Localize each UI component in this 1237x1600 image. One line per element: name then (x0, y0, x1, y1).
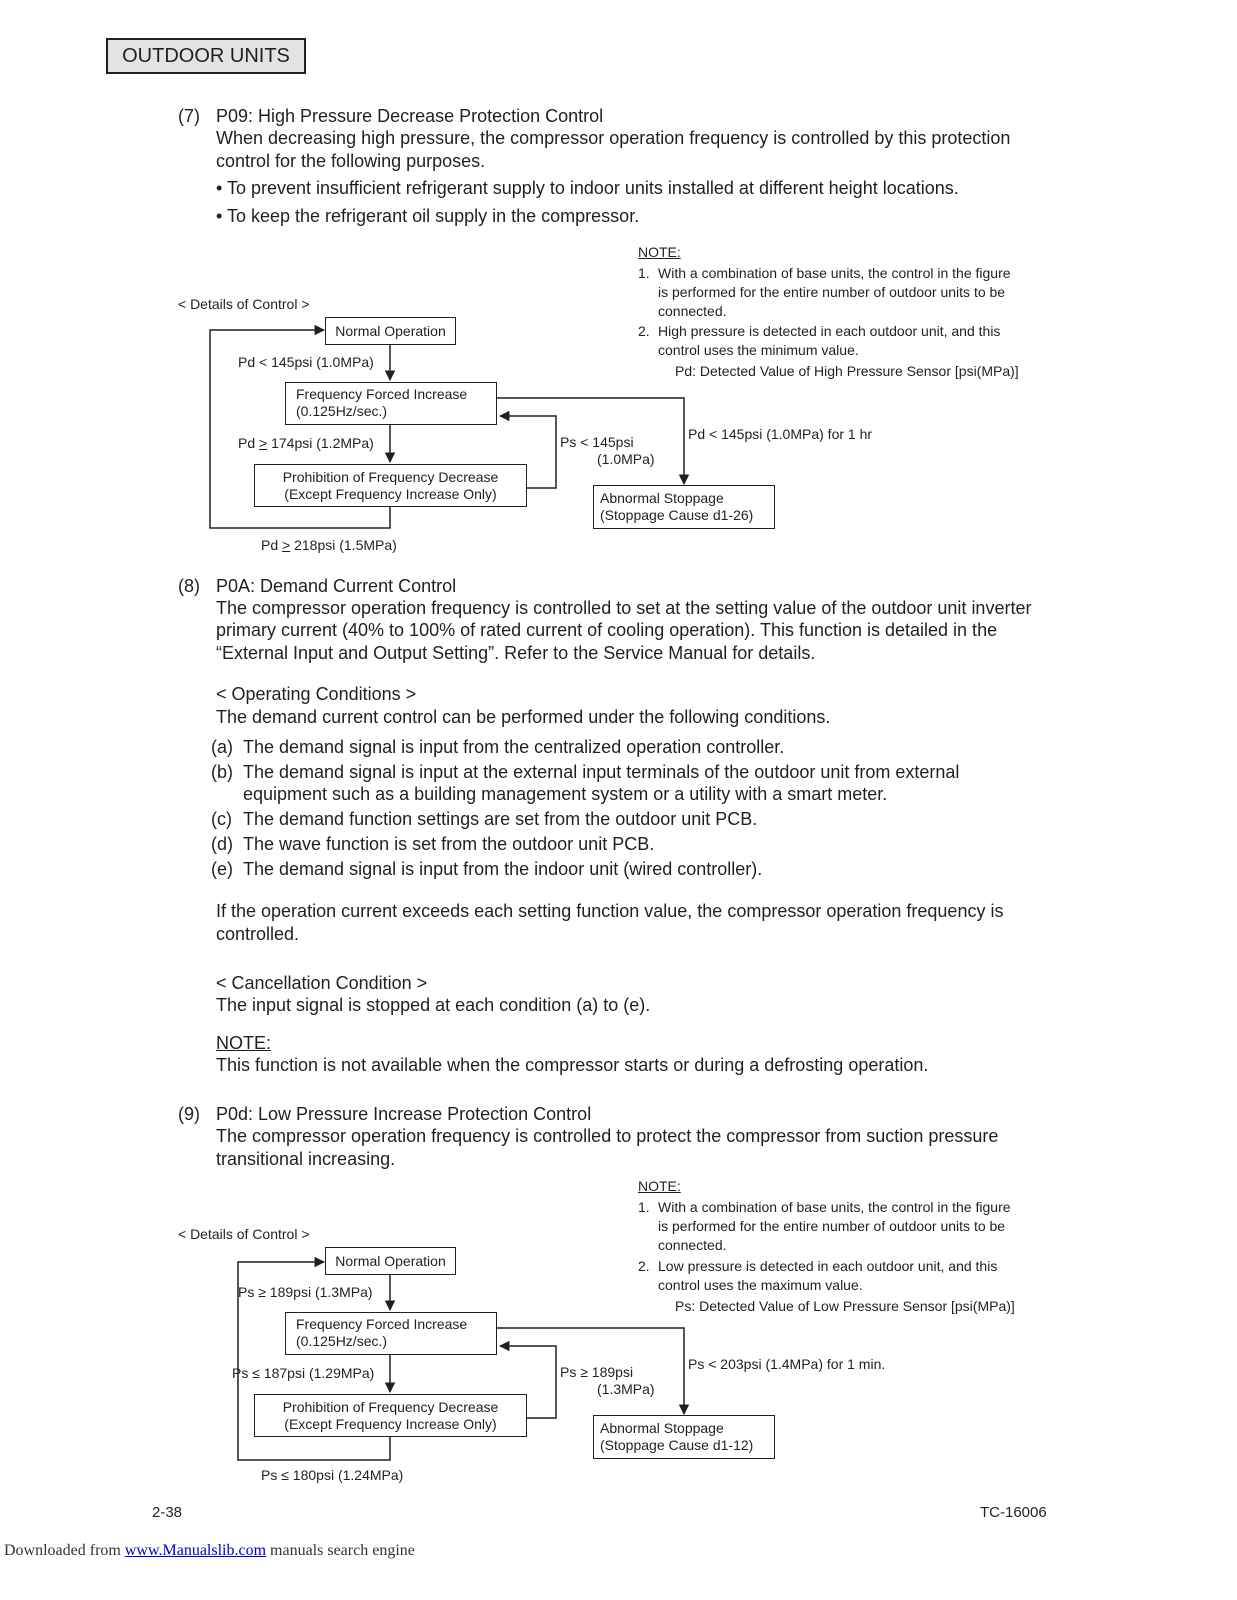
s7-note-2-line1: High pressure is detected in each outdoor unit, and this (658, 323, 1001, 339)
s8-note-heading: NOTE: (216, 1033, 272, 1053)
s8-item-c-label: (c) (211, 809, 232, 829)
s8-item-d-text: The wave function is set from the outdoor unit PCB. (243, 834, 655, 854)
s9-number: (9) (178, 1104, 200, 1124)
s8-operating-conditions-heading: < Operating Conditions > (216, 684, 417, 704)
manualslib-link[interactable]: www.Manualslib.com (124, 1542, 267, 1559)
s8-item-b-text-line2: equipment such as a building management system or a utility with a smart meter. (243, 784, 888, 804)
s9-condition-c-line2: (1.3MPa) (597, 1381, 655, 1397)
s9-note-2-line2: control uses the maximum value. (658, 1277, 863, 1293)
s9-note-1-line3: connected. (658, 1237, 727, 1253)
s7-intro-line2: control for the following purposes. (216, 151, 486, 171)
s9-box-prohibition-frequency-decrease (254, 1394, 527, 1437)
s8-number: (8) (178, 576, 200, 596)
s9-para1-line2: transitional increasing. (216, 1149, 396, 1169)
s7-details-label: < Details of Control > (178, 296, 310, 312)
s7-note-1-num: 1. (638, 265, 650, 281)
s8-para2-line1: If the operation current exceeds each setting function value, the compressor operation frequency is (216, 901, 1004, 921)
s8-operating-conditions-intro: The demand current control can be performed under the following conditions. (216, 707, 831, 727)
s7-number: (7) (178, 106, 200, 126)
download-prefix: Downloaded from (4, 1542, 125, 1559)
s7-note-1-line2: is performed for the entire number of outdoor units to be (658, 284, 1006, 300)
s8-para2-line2: controlled. (216, 924, 300, 944)
s9-note-1-num: 1. (638, 1199, 650, 1215)
s7-ffi-line1: Frequency Forced Increase (296, 386, 468, 402)
s8-para1-line3: “External Input and Output Setting”. Refer to the Service Manual for details. (216, 643, 816, 663)
s8-para1-line1: The compressor operation frequency is controlled to set at the setting value of the outdoor unit inverter (216, 598, 1032, 618)
s8-item-b-text-line1: The demand signal is input at the external input terminals of the outdoor unit from external (243, 762, 960, 782)
download-suffix: manuals search engine (266, 1542, 415, 1559)
s9-box-normal-operation: Normal Operation (325, 1247, 456, 1275)
s7-box-normal-operation: Normal Operation (325, 317, 456, 345)
s7-cond-e-post: 218psi (1.5MPa) (290, 537, 397, 553)
s9-ffi-line1: Frequency Forced Increase (296, 1316, 468, 1332)
s7-note-1-line1: With a combination of base units, the control in the figure (658, 265, 1011, 281)
s8-item-b-label: (b) (211, 762, 233, 782)
s8-item-a-text: The demand signal is input from the centralized operation controller. (243, 737, 785, 757)
s7-abn-line2: (Stoppage Cause d1-26) (600, 507, 754, 523)
s7-note-2-line2: control uses the minimum value. (658, 342, 859, 358)
s8-title: P0A: Demand Current Control (216, 576, 457, 596)
s7-condition-c-line2: (1.0MPa) (597, 451, 655, 467)
s7-cond-e-op: > (282, 537, 291, 553)
s7-note-1-line3: connected. (658, 303, 727, 319)
s7-pfd-line1: Prohibition of Frequency Decrease (282, 469, 499, 485)
s9-para1-line1: The compressor operation frequency is controlled to protect the compressor from suction pressure (216, 1126, 999, 1146)
s7-note-2-num: 2. (638, 323, 650, 339)
s9-note-2-line1: Low pressure is detected in each outdoor unit, and this (658, 1258, 998, 1274)
s8-item-a-label: (a) (211, 737, 233, 757)
s7-bullet2: • To keep the refrigerant oil supply in the compressor. (216, 206, 640, 226)
page-number: 2-38 (152, 1504, 183, 1521)
s9-condition-d: Ps < 203psi (1.4MPa) for 1 min. (688, 1356, 886, 1372)
s7-condition-d: Pd < 145psi (1.0MPa) for 1 hr (688, 426, 873, 442)
s9-condition-b: Ps ≤ 187psi (1.29MPa) (232, 1365, 375, 1381)
document-code: TC-16006 (980, 1504, 1047, 1521)
s9-pfd-line2: (Except Frequency Increase Only) (284, 1416, 497, 1432)
s9-note-1-line1: With a combination of base units, the control in the figure (658, 1199, 1011, 1215)
s7-note-definition: Pd: Detected Value of High Pressure Sensor [psi(MPa)] (675, 363, 1019, 379)
s9-note-definition: Ps: Detected Value of Low Pressure Sensor [psi(MPa)] (675, 1298, 1015, 1314)
s9-details-label: < Details of Control > (178, 1226, 310, 1242)
s9-box-frequency-forced-increase (285, 1312, 497, 1355)
s9-pfd-line1: Prohibition of Frequency Decrease (282, 1399, 499, 1415)
s8-note-text: This function is not available when the compressor starts or during a defrosting operation. (216, 1055, 929, 1075)
download-footer (4, 1542, 415, 1560)
s9-ffi-line2: (0.125Hz/sec.) (296, 1333, 388, 1349)
s7-ffi-line2: (0.125Hz/sec.) (296, 403, 388, 419)
s9-note-heading: NOTE: (638, 1178, 681, 1194)
s9-condition-c-line1: Ps ≥ 189psi (560, 1364, 634, 1380)
s9-title: P0d: Low Pressure Increase Protection Control (216, 1104, 592, 1124)
s9-abn-line1: Abnormal Stoppage (600, 1420, 724, 1436)
s7-pfd-line2: (Except Frequency Increase Only) (284, 486, 497, 502)
s7-condition-a: Pd < 145psi (1.0MPa) (238, 354, 374, 370)
section-header: OUTDOOR UNITS (106, 38, 306, 74)
s7-intro-line1: When decreasing high pressure, the compressor operation frequency is controlled by this protection (216, 128, 1011, 148)
s9-condition-e: Ps ≤ 180psi (1.24MPa) (261, 1467, 404, 1483)
s9-note-2-num: 2. (638, 1258, 650, 1274)
s7-bullet1: • To prevent insufficient refrigerant supply to indoor units installed at different height locations. (216, 178, 959, 198)
s7-abn-line1: Abnormal Stoppage (600, 490, 724, 506)
s7-title: P09: High Pressure Decrease Protection Control (216, 106, 604, 126)
s7-cond-e-pre: Pd (261, 537, 283, 553)
s7-condition-c-line1: Ps < 145psi (560, 434, 634, 450)
s9-note-1-line2: is performed for the entire number of outdoor units to be (658, 1218, 1006, 1234)
s9-condition-a: Ps ≥ 189psi (1.3MPa) (238, 1284, 373, 1300)
s8-item-e-label: (e) (211, 859, 233, 879)
s8-item-e-text: The demand signal is input from the indoor unit (wired controller). (243, 859, 763, 879)
s7-note-heading: NOTE: (638, 244, 681, 260)
s8-cancellation-heading: < Cancellation Condition > (216, 973, 428, 993)
s8-item-d-label: (d) (211, 834, 233, 854)
s7-cond-b-op: > (259, 435, 268, 451)
s7-cond-b-post: 174psi (1.2MPa) (267, 435, 374, 451)
s8-item-c-text: The demand function settings are set from the outdoor unit PCB. (243, 809, 758, 829)
s7-cond-b-pre: Pd (238, 435, 260, 451)
s8-cancellation-text: The input signal is stopped at each condition (a) to (e). (216, 995, 651, 1015)
s9-box-abnormal-stoppage (593, 1415, 775, 1459)
s9-abn-line2: (Stoppage Cause d1-12) (600, 1437, 754, 1453)
s8-para1-line2: primary current (40% to 100% of rated current of cooling operation). This function is detailed in the (216, 620, 998, 640)
